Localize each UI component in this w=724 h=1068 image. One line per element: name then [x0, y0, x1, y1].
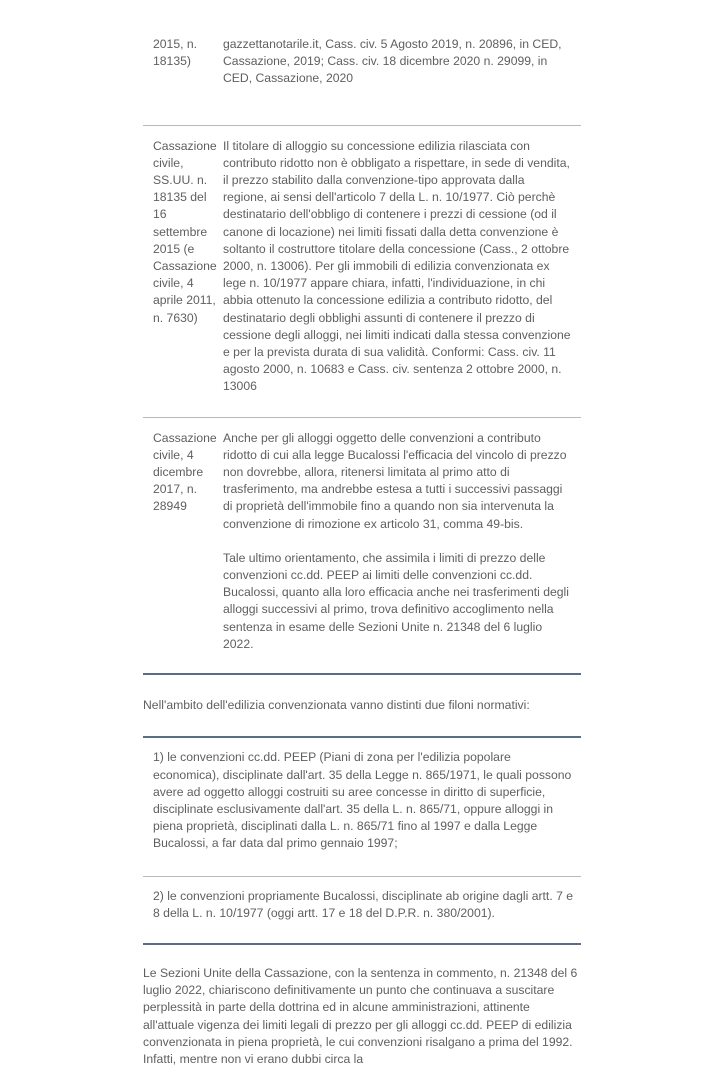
section-divider [143, 673, 581, 675]
summary-paragraph: gazzettanotarile.it, Cass. civ. 5 Agosto 2019, n. 20896, in CED, Cassazione, 2019; Cass. civ. 18 dicembre 2020 n. 29099, in CED, Cassazione, 2020 [223, 37, 562, 86]
table-row [143, 36, 581, 88]
summary-paragraph: Anche per gli alloggi oggetto delle convenzioni a contributo ridotto di cui alla legge Bucalossi l'efficacia del vincolo di prezzo non dovrebbe, allora, ritenersi limitata al primo atto di trasferimento, ma andrebbe estesa a tutti i successivi passaggi di proprietà dell'immobile fino a quando non sia intervenuta la convenzione di rimozione ex articolo 31, comma 49-bis. [223, 430, 567, 531]
row-divider [143, 125, 581, 126]
table-row [143, 430, 581, 653]
summary-paragraph: Il titolare di alloggio su concessione edilizia rilasciata con contributo ridotto non è obbligato a rispettare, in sede di vendita, il prezzo stabilito dalla convenzione-tipo approvata dalla regione, ai sensi dell'articolo 7 della L. n. 10/1977. Ciò perchè destinatario dell'obbligo di contenere i prezzi di cessione (od il canone di locazione) nei limiti fissati dalla detta convenzione è soltanto il costruttore titolare della concessione (Cass., 2 ottobre 2000, n. 13006). Per gli immobili di edilizia convenzionata ex lege n. 10/1977 appare chiara, infatti, l'individuazione, in chi abbia ottenuto la concessione edilizia a contributo ridotto, del destinatario degli obblighi assunti di contenere il prezzo di cessione degli alloggi, nei limiti indicati dalla stessa convenzione e per la prevista durata di sua validità. Conformi: Cass. civ. 11 agosto 2000, n. 10683 e Cass. civ. sentenza 2 ottobre 2000, n. 13006 [223, 138, 571, 394]
summary-paragraph: Tale ultimo orientamento, che assimila i limiti di prezzo delle convenzioni cc.dd. PEEP ai limiti delle convenzioni cc.dd. Bucalossi, quanto alla loro efficacia anche nei trasferimenti degli alloggi successivi al primo, trova definitivo accoglimento nella sentenza in esame delle Sezioni Unite n. 21348 del 6 luglio 2022. [223, 550, 569, 651]
summary-cell [223, 430, 571, 653]
summary-cell [223, 36, 571, 88]
table-row [143, 138, 581, 396]
body-paragraph: Le Sezioni Unite della Cassazione, con la sentenza in commento, n. 21348 del 6 luglio 2022, chiariscono definitivamente un punto che continuava a suscitare perplessità in parte della dottrina ed in alcune amministrazioni, attinente all'attuale vigenza dei limiti legali di prezzo per gli alloggi cc.dd. PEEP di edilizia convenzionata in piena proprietà, le cui convenzioni risalgano a prima del 1992. Infatti, mentre non vi erano dubbi circa la [143, 965, 578, 1066]
intro-paragraph: Nell'ambito dell'edilizia convenzionata vanno distinti due filoni normativi: [143, 698, 530, 713]
list-item: 2) le convenzioni propriamente Bucalossi, disciplinate ab origine dagli artt. 7 e 8 della L. n. 10/1977 (oggi artt. 17 e 18 del D.P.R. n. 380/2001). [153, 888, 574, 920]
citation-cell: 2015, n. 18135) [153, 37, 198, 69]
document-page [143, 0, 581, 1068]
citation-cell: Cassazione civile, SS.UU. n. 18135 del 16 settembre 2015 (e Cassazione civile, 4 aprile 2011, n. 7630) [153, 138, 217, 325]
section-divider [143, 943, 581, 945]
list-item: 1) le convenzioni cc.dd. PEEP (Piani di zona per l'edilizia popolare economica), disciplinate dall'art. 35 della Legge n. 865/1971, le quali possono avere ad oggetto alloggi costruiti su aree concesse in diritto di superficie, disciplinate esclusivamente dall'art. 35 della L. n. 865/71, oppure alloggi in piena proprietà, disciplinati dalla L. n. 865/71 fino al 1997 e dalla Legge Bucalossi, a far data dal primo gennaio 1997; [153, 750, 572, 851]
citation-cell: Cassazione civile, 4 dicembre 2017, n. 28949 [153, 430, 217, 514]
summary-cell [223, 138, 571, 396]
section-divider [143, 736, 581, 738]
row-divider [143, 417, 581, 418]
list-divider [143, 876, 581, 877]
